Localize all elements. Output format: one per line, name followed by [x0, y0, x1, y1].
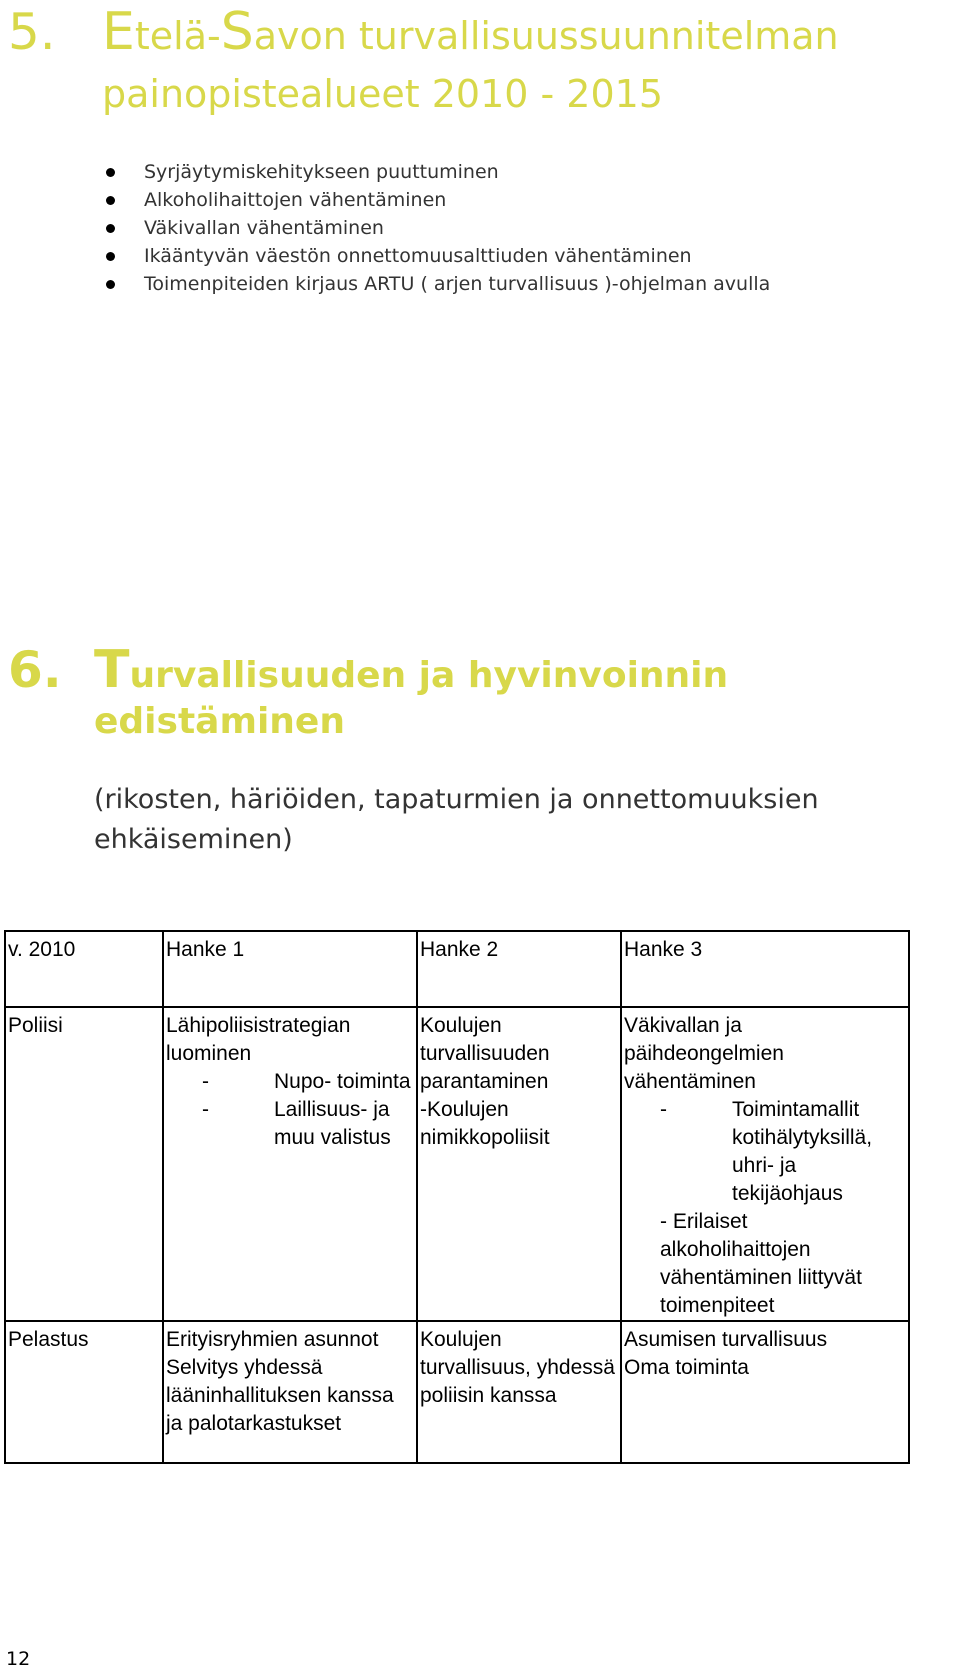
page-number: 12 [6, 1648, 31, 1670]
list-item: Ikääntyvän väestön onnettomuusalttiuden vähentäminen [100, 242, 770, 270]
list-item: - Erilaiset [660, 1210, 748, 1233]
header-year: v. 2010 [5, 931, 163, 1007]
cell-poliisi-hanke-1: Lähipoliisistrategian luominen - Nupo- toiminta - Laillisuus- ja muu valistus [163, 1007, 417, 1321]
section-5-title-line1: Etelä-Savon turvallisuussuunnitelman [102, 2, 839, 62]
bullet-icon [106, 168, 115, 177]
section-6-subtitle: (rikosten, häriöiden, tapaturmien ja onnettomuuksien ehkäiseminen) [94, 784, 819, 855]
header-hanke-3: Hanke 3 [621, 931, 909, 1007]
table-row [5, 1321, 909, 1463]
cell-pelastus-hanke-1: Erityisryhmien asunnot Selvitys yhdessä lääninhallituksen kanssa ja palotarkastukset [163, 1321, 417, 1463]
list-item: Alkoholihaittojen vähentäminen [100, 186, 770, 214]
section-5-title-line2: painopistealueet 2010 - 2015 [102, 72, 664, 116]
project-table [4, 930, 910, 1464]
header-hanke-2: Hanke 2 [417, 931, 621, 1007]
section-6-title-line1: Turvallisuuden ja hyvinvoinnin [94, 640, 729, 700]
bullet-icon [106, 196, 115, 205]
list-item: Syrjäytymiskehitykseen puuttuminen [100, 158, 770, 186]
cell-pelastus-hanke-3: Asumisen turvallisuus Oma toiminta [621, 1321, 909, 1463]
list-item: - Laillisuus- ja muu valistus [202, 1098, 391, 1149]
bullet-icon [106, 252, 115, 261]
section-5-number: 5. [8, 3, 56, 61]
table-row [5, 1007, 909, 1321]
list-item: Toimenpiteiden kirjaus ARTU ( arjen turvallisuus )-ohjelman avulla [100, 270, 770, 298]
list-item: - Toimintamallit kotihälytyksillä, uhri- ja tekijäohjaus [660, 1098, 873, 1205]
cell-poliisi-hanke-2: Koulujen turvallisuuden parantaminen -Koulujen nimikkopoliisit [417, 1007, 621, 1321]
cell-poliisi-hanke-3: Väkivallan ja päihdeongelmien vähentäminen - Toimintamallit kotihälytyksillä, uhri- ja tekijäohjaus - Erilaiset alkoholihaittojen vähentäminen liittyvät toimenpiteet [621, 1007, 909, 1321]
table-header-row [5, 931, 909, 1007]
section-6-number: 6. [8, 641, 62, 699]
row-label-pelastus: Pelastus [5, 1321, 163, 1463]
bullet-icon [106, 224, 115, 233]
bullet-icon [106, 280, 115, 289]
header-hanke-1: Hanke 1 [163, 931, 417, 1007]
section-6-title-line2: edistäminen [94, 701, 345, 742]
cell-pelastus-hanke-2: Koulujen turvallisuus, yhdessä poliisin kanssa [417, 1321, 621, 1463]
priority-list [100, 158, 770, 298]
list-item: - Nupo- toiminta [202, 1070, 411, 1093]
row-label-poliisi: Poliisi [5, 1007, 163, 1321]
list-item: Väkivallan vähentäminen [100, 214, 770, 242]
